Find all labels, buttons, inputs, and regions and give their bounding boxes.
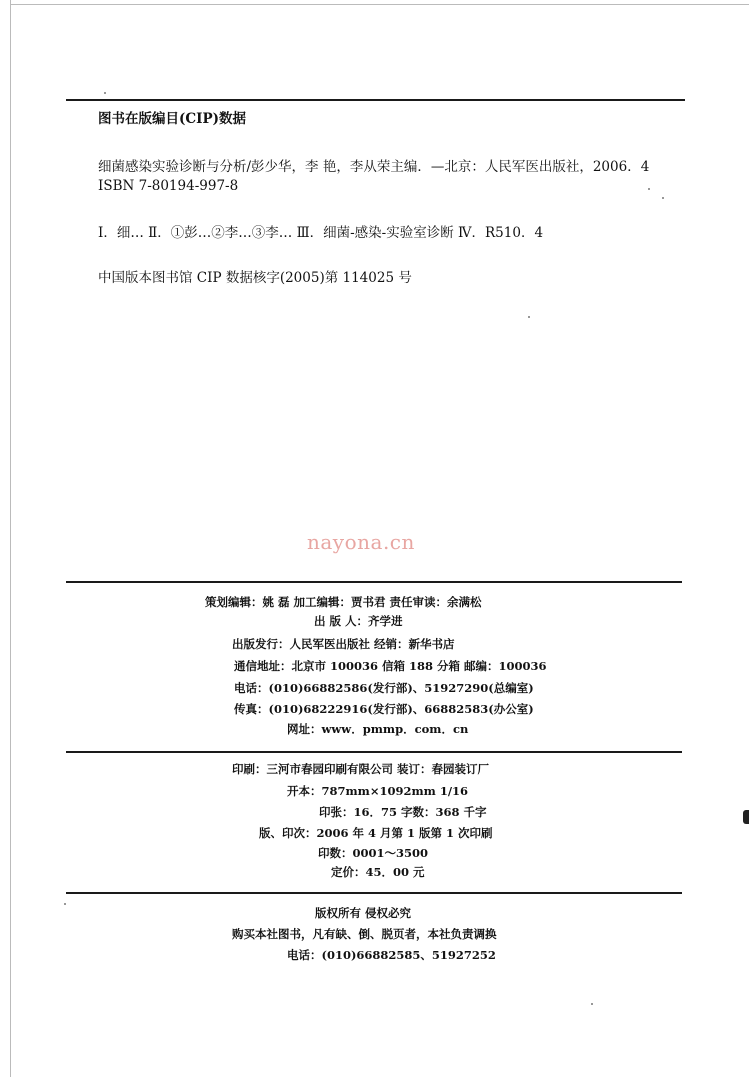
- rights-exchange-notice: 购买本社图书，凡有缺、倒、脱页者，本社负责调换: [232, 927, 497, 941]
- cip-record-number: 中国版本图书馆 CIP 数据核字(2005)第 114025 号: [98, 270, 412, 286]
- printing-format: 开本：787mm×1092mm 1/16: [287, 784, 469, 798]
- credits-top-rule: [66, 581, 682, 583]
- scan-edge-top: [10, 4, 749, 5]
- scan-speck: [591, 1003, 593, 1005]
- top-rule: [66, 99, 685, 101]
- scan-edge-blot: [743, 810, 749, 824]
- scan-speck: [64, 903, 66, 905]
- credits-fax: 传真：(010)68222916(发行部)、66882583(办公室): [234, 702, 534, 716]
- printing-top-rule: [66, 751, 682, 753]
- scan-speck: [528, 316, 530, 318]
- credits-website: 网址：www．pmmp．com．cn: [287, 722, 469, 736]
- credits-distribution: 出版发行：人民军医出版社 经销：新华书店: [232, 637, 455, 651]
- scan-speck: [648, 188, 650, 190]
- credits-address: 通信地址：北京市 100036 信箱 188 分箱 邮编：100036: [234, 659, 547, 673]
- printing-price: 定价：45．00 元: [331, 865, 425, 879]
- cip-heading: 图书在版编目(CIP)数据: [98, 111, 246, 127]
- rights-notice: 版权所有 侵权必究: [315, 906, 412, 920]
- scan-edge-left: [10, 0, 11, 1077]
- printing-edition: 版、印次：2006 年 4 月第 1 版第 1 次印刷: [259, 826, 493, 840]
- watermark-text: nayona.cn: [307, 530, 415, 554]
- cip-title-line: 细菌感染实验诊断与分析/彭少华，李 艳，李从荣主编．—北京：人民军医出版社，2006．4: [98, 159, 650, 175]
- rights-top-rule: [66, 892, 682, 894]
- printing-copies: 印数：0001～3500: [318, 846, 429, 860]
- printing-printer: 印刷：三河市春园印刷有限公司 装订：春园装订厂: [232, 762, 490, 776]
- credits-phone: 电话：(010)66882586(发行部)、51927290(总编室): [234, 681, 534, 695]
- scan-speck: [104, 92, 106, 94]
- rights-phone: 电话：(010)66882585、51927252: [287, 948, 496, 962]
- cip-subject-line: Ⅰ．细… Ⅱ．①彭…②李…③李… Ⅲ．细菌-感染-实验室诊断 Ⅳ．R510．4: [98, 225, 544, 241]
- credits-editors: 策划编辑：姚 磊 加工编辑：贾书君 责任审读：余满松: [205, 595, 482, 609]
- scan-speck: [662, 197, 664, 199]
- credits-publisher-person: 出 版 人：齐学进: [314, 614, 403, 628]
- cip-isbn: ISBN 7-80194-997-8: [98, 178, 239, 194]
- printing-sheets-words: 印张：16．75 字数：368 千字: [319, 805, 487, 819]
